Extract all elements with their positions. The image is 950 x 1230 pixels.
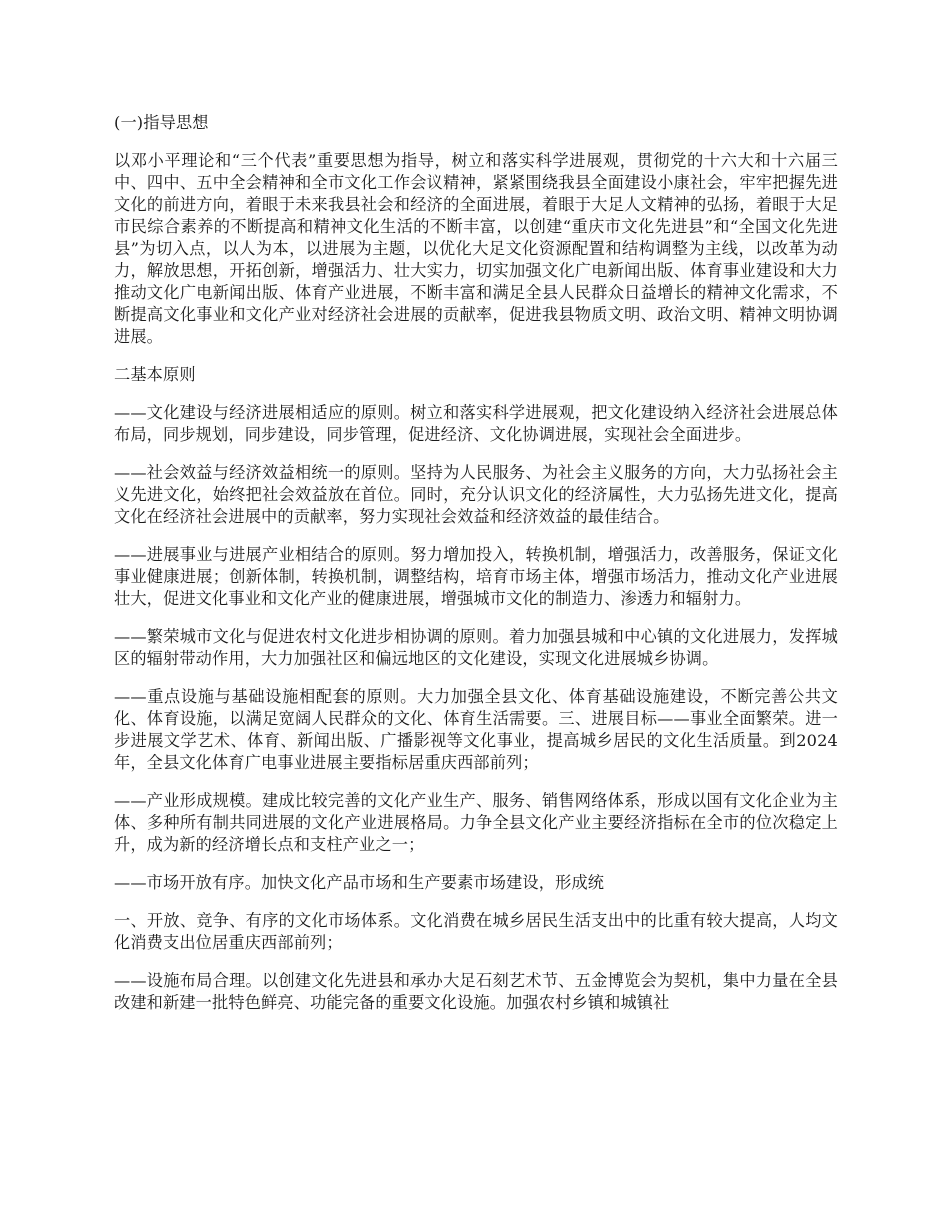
paragraph-goal-market-open: ——市场开放有序。加快文化产品市场和生产要素市场建设，形成统	[114, 873, 605, 892]
paragraph-principle-urban-rural: ——繁荣城市文化与促进农村文化进步相协调的原则。着力加强县城和中心镇的文化进展力，发挥城区的辐射带动作用，大力加强社区和偏远地区的文化建设，实现文化进展城乡协调。	[114, 627, 838, 668]
paragraph-principle-culture-economy: ——文化建设与经济进展相适应的原则。树立和落实科学进展观，把文化建设纳入经济社会进展总体布局，同步规划，同步建设，同步管理，促进经济、文化协调进展，实现社会全面进步。	[114, 403, 838, 444]
paragraph-goal-industry-scale: ——产业形成规模。建成比较完善的文化产业生产、服务、销售网络体系，形成以国有文化企业为主体、多种所有制共同进展的文化产业进展格局。力争全县文化产业主要经济指标在全市的位次稳定上升，成为新的经济增长点和支柱产业之一；	[114, 791, 838, 854]
document-body	[114, 112, 838, 1030]
section-heading-guiding-ideology: (一)指导思想	[114, 113, 209, 132]
paragraph-market-system: 一、开放、竞争、有序的文化市场体系。文化消费在城乡居民生活支出中的比重有较大提高，人均文化消费支出位居重庆西部前列；	[114, 911, 838, 952]
paragraph-principle-undertaking-industry: ——进展事业与进展产业相结合的原则。努力增加投入，转换机制，增强活力，改善服务，保证文化事业健康进展；创新体制，转换机制，调整结构，培育市场主体，增强市场活力，推动文化产业进展壮大，促进文化事业和文化产业的健康进展，增强城市文化的制造力、渗透力和辐射力。	[114, 545, 838, 608]
paragraph-goal-facility-layout: ——设施布局合理。以创建文化先进县和承办大足石刻艺术节、五金博览会为契机，集中力量在全县改建和新建一批特色鲜亮、功能完备的重要文化设施。加强农村乡镇和城镇社	[114, 971, 838, 1012]
paragraph-principle-facilities: ——重点设施与基础设施相配套的原则。大力加强全县文化、体育基础设施建设，不断完善公共文化、体育设施，以满足宽阔人民群众的文化、体育生活需要。三、进展目标——事业全面繁荣。进一步进展文学艺术、体育、新闻出版、广播影视等文化事业，提高城乡居民的文化生活质量。到2024年，全县文化体育广电事业进展主要指标居重庆西部前列；	[114, 687, 838, 772]
paragraph-guiding-ideology: 以邓小平理论和“三个代表”重要思想为指导，树立和落实科学进展观，贯彻党的十六大和十六届三中、四中、五中全会精神和全市文化工作会议精神，紧紧围绕我县全面建设小康社会，牢牢把握先进文化的前进方向，着眼于未来我县社会和经济的全面进展，着眼于大足人文精神的弘扬，着眼于大足市民综合素养的不断提高和精神文化生活的不断丰富，以创建“重庆市文化先进县”和“全国文化先进县”为切入点，以人为本，以进展为主题，以优化大足文化资源配置和结构调整为主线，以改革为动力，解放思想，开拓创新，增强活力、壮大实力，切实加强文化广电新闻出版、体育事业建设和大力推动文化广电新闻出版、体育产业进展，不断丰富和满足全县人民群众日益增长的精神文化需求，不断提高文化事业和文化产业对经济社会进展的贡献率，促进我县物质文明、政治文明、精神文明协调进展。	[114, 151, 838, 346]
paragraph-principle-social-economic-benefit: ——社会效益与经济效益相统一的原则。坚持为人民服务、为社会主义服务的方向，大力弘扬社会主义先进文化，始终把社会效益放在首位。同时，充分认识文化的经济属性，大力弘扬先进文化，提高文化在经济社会进展中的贡献率，努力实现社会效益和经济效益的最佳结合。	[114, 463, 838, 526]
section-heading-basic-principles: 二基本原则	[114, 365, 196, 384]
